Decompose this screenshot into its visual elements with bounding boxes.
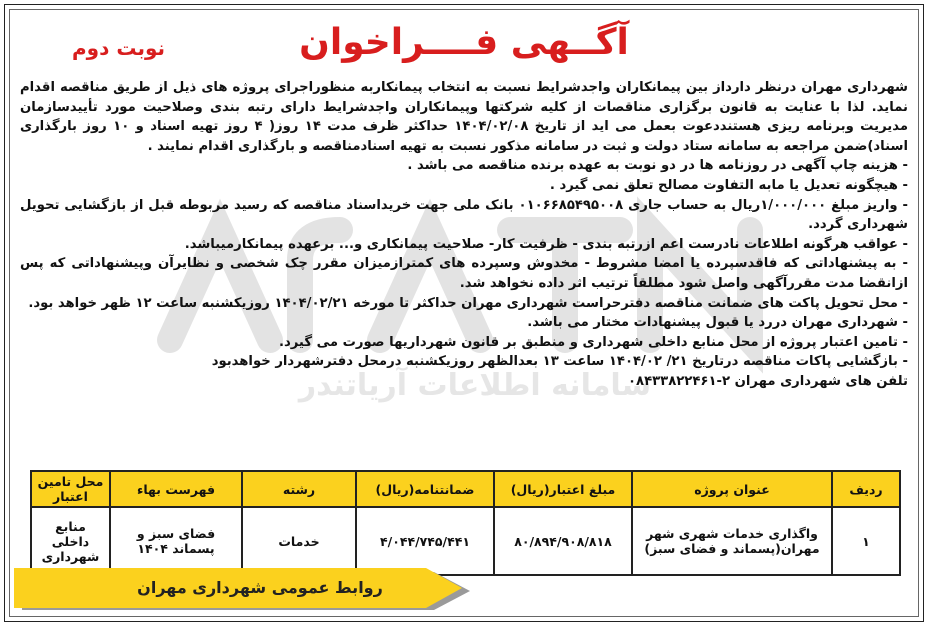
cell-row-number: ۱ [832, 507, 900, 575]
list-item: - هیچگونه تعدیل یا مابه التفاوت مصالح تعلق نمی گیرد . [549, 177, 908, 193]
list-item: - محل تحویل پاکت های ضمانت مناقصه دفترحراست شهرداری مهران حداکثر تا مورخه ۱۴۰۴/۰۲/۲۱ روزیکشنبه ساعت ۱۲ ظهر خواهد بود. [28, 295, 908, 311]
col-header-funding-source: محل تامین اعتبار [31, 471, 110, 507]
round-label: نوبت دوم [72, 36, 166, 60]
table-header-row [31, 471, 900, 507]
list-item: - واریز مبلغ ۱/۰۰۰/۰۰۰ریال به حساب جاری ۰۱۰۶۶۸۵۴۹۵۰۰۸ بانک ملی جهت خریداسناد مناقصه که رسید مربوطه قبل از بازگشایی تحویل شهرداری گردد. [20, 197, 909, 233]
list-item: - به پیشنهاداتی که فاقدسپرده یا امضا مشروط - مخدوش وسپرده های کمترازمیزان مقرر چک شخصی و نظایرآن وپیشنهاداتی که پس ازانقضا مدت مقررآگهی واصل شود مطلقاً ترتیب اثر داده نخواهد شد. [20, 256, 908, 291]
list-item: - هزینه چاپ آگهی در روزنامه ها در دو نوبت به عهده برنده مناقصه می باشد . [407, 158, 908, 174]
cell-guarantee: ۴/۰۴۴/۷۴۵/۴۴۱ [356, 507, 494, 575]
col-header-row-number: ردیف [832, 471, 900, 507]
footer-label: روابط عمومی شهرداری مهران [137, 578, 383, 597]
col-header-field: رشته [242, 471, 356, 507]
project-table [30, 470, 901, 576]
cell-budget: ۸۰/۸۹۴/۹۰۸/۸۱۸ [494, 507, 632, 575]
cell-field: خدمات [242, 507, 356, 575]
col-header-budget: مبلغ اعتبار(ریال) [494, 471, 632, 507]
cell-price-list: فضای سبز و پسماند ۱۴۰۴ [110, 507, 242, 575]
watermark-text: سامانه اطلاعات آریاتندر [298, 368, 652, 403]
col-header-price-list: فهرست بهاء [110, 471, 242, 507]
phone-line: تلفن های شهرداری مهران ۲-۰۸۴۳۳۸۲۲۴۶۱ [627, 373, 908, 389]
list-item: - بازگشایی پاکات مناقصه درتاریخ ۲۱/ ۱۴۰۴/۰۲ ساعت ۱۳ بعدالظهر روزیکشنبه درمحل دفترشهردار خواهدبود [211, 354, 908, 370]
col-header-project-title: عنوان پروژه [632, 471, 832, 507]
announcement-body [20, 78, 908, 392]
page-title: آگــهی فــــراخوان [299, 22, 629, 63]
col-header-guarantee: ضمانتنامه(ریال) [356, 471, 494, 507]
cell-funding-source: منابع داخلی شهرداری [31, 507, 110, 575]
cell-project-title: واگذاری خدمات شهری شهر مهران(پسماند و فضای سبز) [632, 507, 832, 575]
table-row [31, 507, 900, 575]
list-item: - تامین اعتبار پروژه از محل منابع داخلی شهرداری و منطبق بر قانون شهرداریها صورت می گیرد. [278, 334, 908, 350]
list-item: - عواقب هرگونه اطلاعات نادرست اعم ازرتبه بندی - ظرفیت کار- صلاحیت پیمانکاری و... برعهده پیمانکارمیباشد. [184, 236, 908, 252]
list-item: - شهرداری مهران دررد یا قبول پیشنهادات مختار می باشد. [527, 315, 908, 331]
intro-paragraph: شهرداری مهران درنظر دارداز بین پیمانکاران واجدشرایط نسبت به انتخاب پیمانکاربه منظوراجرای پروژه های ذیل از طریق مناقصه اقدام نماید. لذا با عنایت به قانون برگزاری مناقصات از کلیه شرکتها وپیمانکاران واجدشرایط دارای رتبه بندی وصلاحیت مورد تأییدسازمان مدیریت وبرنامه ریزی هستنددعوت بعمل می اید از تاریخ ۱۴۰۴/۰۲/۰۸ حداکثر ظرف مدت ۱۴ روز( ۴ روز تهیه اسناد و ۱۰ روز بارگذاری اسناد)ضمن مراجعه به سامانه ستاد دولت و ثبت در سامانه مذکور نسبت به تهیه اسنادمناقصه و بارگذاری اقدام نمایند . [20, 80, 909, 154]
